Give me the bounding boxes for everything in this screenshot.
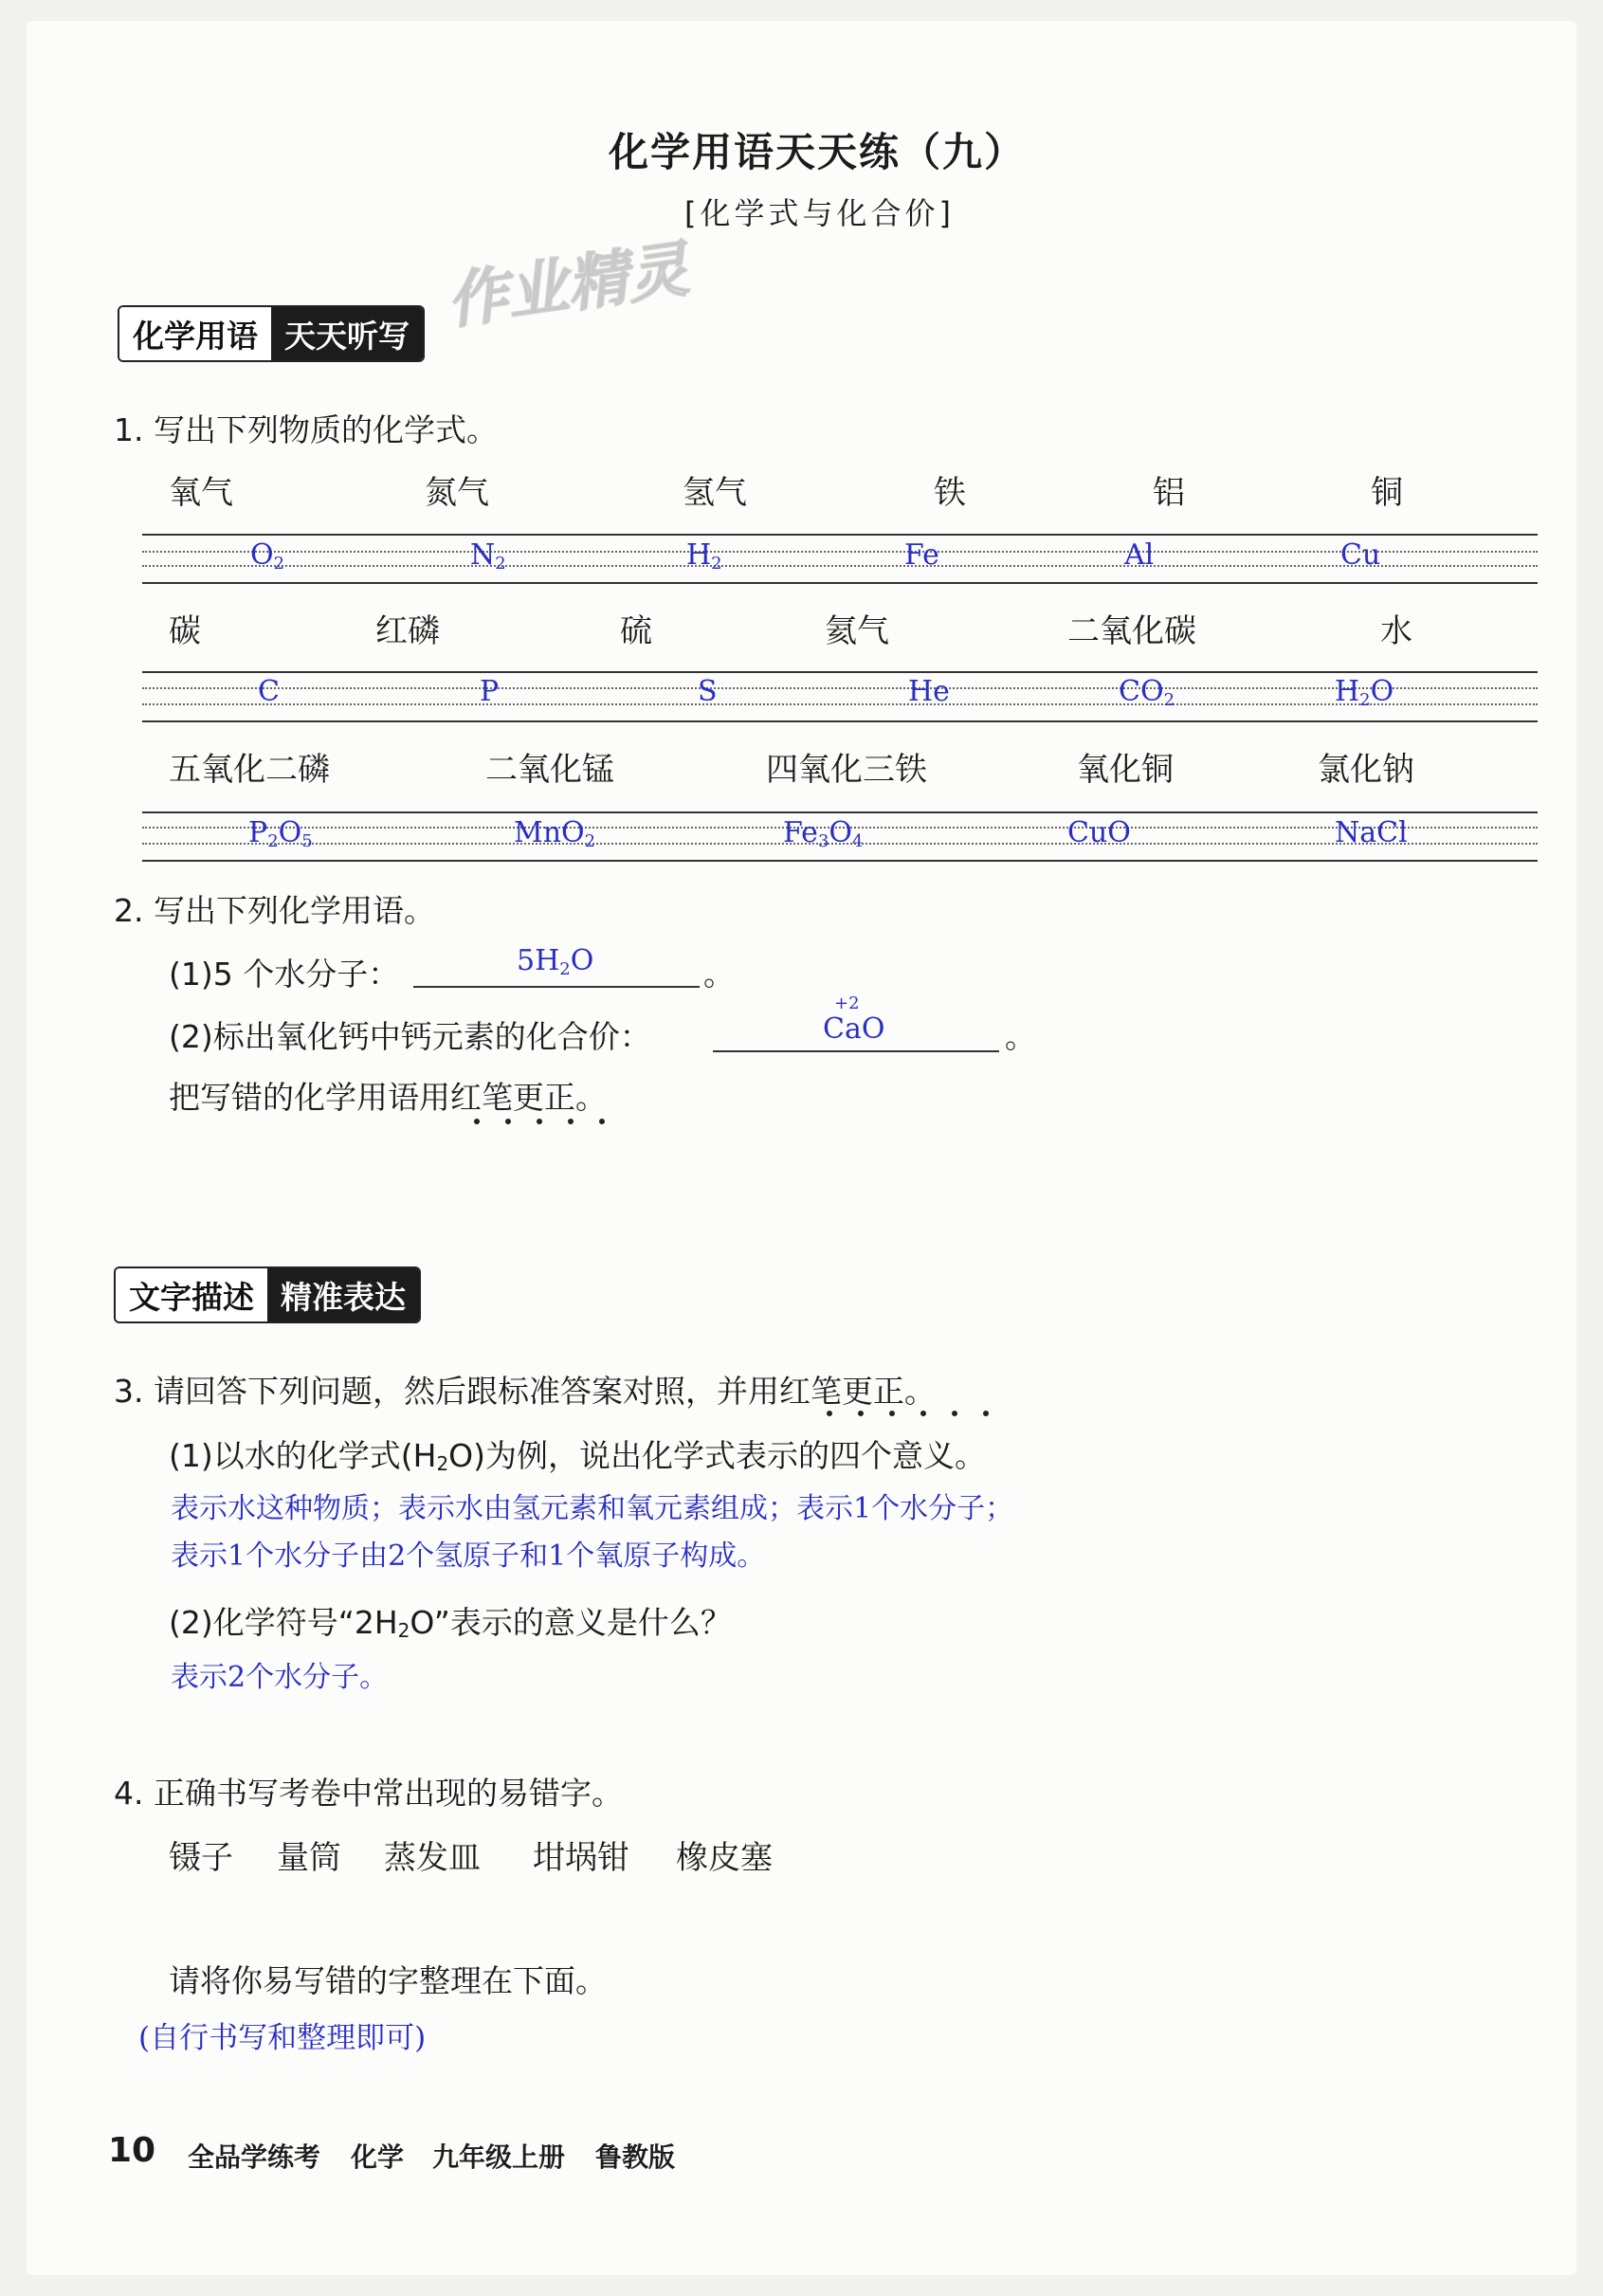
question-4-prompt: 4. 正确书写考卷中常出现的易错字。	[114, 1775, 623, 1812]
q2-correct-instruction: 把写错的化学用语用红笔更正。	[169, 1079, 607, 1116]
emphasis-dot	[920, 1411, 926, 1416]
answer-line-top	[142, 534, 1538, 536]
emphasis-dot	[505, 1119, 511, 1124]
substance-name: 氧化铜	[1077, 751, 1174, 789]
formula-answer: $H_2$	[686, 538, 722, 574]
page-subtitle: [化学式与化合价]	[684, 195, 955, 231]
section-header-chemistry-terms	[118, 305, 425, 362]
substance-name: 水	[1380, 612, 1412, 650]
formula-answer: Al	[1124, 538, 1155, 572]
section-label-right: 天天听写	[271, 307, 423, 360]
q2-part1: (1)5 个水分子：	[169, 956, 400, 993]
q3-part1-answer-line1: 表示水这种物质；表示水由氢元素和氧元素组成；表示1个水分子；	[171, 1492, 1014, 1525]
emphasis-dot	[537, 1119, 542, 1124]
q2-part1-end: 。	[703, 956, 735, 993]
formula-answer: $CO_2$	[1119, 675, 1175, 710]
substance-name: 碳	[169, 612, 201, 650]
formula-answer: $Fe_3O_4$	[783, 816, 864, 851]
formula-answer: Fe	[904, 538, 939, 572]
q2-part2-answer-line	[713, 1050, 999, 1052]
answer-line-dotted	[142, 551, 1538, 553]
emphasis-dot	[827, 1411, 832, 1416]
formula-answer: Cu	[1340, 538, 1381, 572]
substance-name: 氯化钠	[1318, 751, 1414, 789]
substance-name: 硫	[620, 612, 652, 650]
q4-answer: (自行书写和整理即可)	[138, 2021, 427, 2055]
tricky-word: 橡皮塞	[676, 1839, 773, 1877]
formula-answer: $P_2O_5$	[248, 816, 313, 851]
formula-answer: $O_2$	[250, 538, 285, 574]
substance-name: 铁	[934, 474, 966, 512]
tricky-word: 蒸发皿	[384, 1839, 481, 1877]
substance-name: 铝	[1153, 474, 1185, 512]
substance-name: 氢气	[683, 474, 747, 512]
emphasis-dot	[889, 1411, 895, 1416]
section-label-right: 精准表达	[267, 1268, 419, 1321]
tricky-word: 量筒	[277, 1839, 341, 1877]
answer-line-dotted	[142, 565, 1538, 567]
answer-line-dotted	[142, 687, 1538, 689]
formula-answer: NaCl	[1335, 816, 1408, 849]
section-label-left: 文字描述	[116, 1268, 267, 1321]
footer-book: 全品学练考	[188, 2141, 321, 2173]
emphasis-dot	[599, 1119, 605, 1124]
page-number: 10	[108, 2131, 156, 2170]
section-label-left: 化学用语	[119, 307, 271, 360]
substance-name: 氧气	[169, 474, 233, 512]
answer-line-dotted	[142, 703, 1538, 705]
footer-subject: 化学	[351, 2141, 405, 2173]
q2-part1-answer-line	[413, 986, 700, 988]
substance-name: 氮气	[425, 474, 489, 512]
footer-edition: 鲁教版	[595, 2141, 676, 2173]
substance-name: 四氧化三铁	[766, 751, 927, 789]
substance-name: 氦气	[825, 612, 889, 650]
q2-part2-end: 。	[1005, 1018, 1036, 1055]
q3-part2-answer: 表示2个水分子。	[171, 1661, 389, 1694]
question-3-prompt: 3. 请回答下列问题，然后跟标准答案对照，并用红笔更正。	[114, 1373, 936, 1410]
formula-answer: CuO	[1067, 816, 1131, 849]
emphasis-dot	[858, 1411, 864, 1416]
tricky-word: 坩埚钳	[533, 1839, 629, 1877]
section-header-text-description	[114, 1266, 421, 1323]
answer-line-bottom	[142, 860, 1538, 862]
q3-part1: (1)以水的化学式$(H_2O)$为例，说出化学式表示的四个意义。	[169, 1437, 987, 1475]
q2-part1-answer: $5H_2O$	[517, 944, 594, 979]
question-1-prompt: 1. 写出下列物质的化学式。	[114, 411, 498, 448]
watermark: 作业精灵	[442, 234, 693, 338]
q4-note: 请将你易写错的字整理在下面。	[169, 1962, 607, 1999]
answer-line-top	[142, 811, 1538, 813]
answer-line-top	[142, 671, 1538, 673]
answer-line-bottom	[142, 720, 1538, 722]
formula-answer: He	[908, 675, 950, 708]
formula-answer: $H_2O$	[1335, 675, 1394, 710]
answer-line-bottom	[142, 582, 1538, 584]
formula-answer: S	[698, 675, 718, 708]
emphasis-dot	[568, 1119, 574, 1124]
formula-answer: P	[480, 675, 500, 708]
question-2-prompt: 2. 写出下列化学用语。	[114, 892, 435, 929]
footer-grade: 九年级上册	[432, 2141, 566, 2173]
emphasis-dot	[474, 1119, 480, 1124]
substance-name: 二氧化碳	[1067, 612, 1196, 650]
q2-part2-answer: CaO	[823, 1012, 885, 1046]
tricky-word: 镊子	[169, 1839, 233, 1877]
formula-answer: MnO$_2$	[514, 816, 596, 851]
formula-answer: $N_2$	[470, 538, 506, 574]
q2-part2: (2)标出氧化钙中钙元素的化合价：	[169, 1018, 651, 1055]
emphasis-dot	[952, 1411, 957, 1416]
substance-name: 五氧化二磷	[169, 751, 330, 789]
substance-name: 红磷	[375, 612, 440, 650]
valence-label: +2	[834, 993, 860, 1013]
formula-answer: C	[258, 675, 280, 708]
q3-part1-answer-line2: 表示1个水分子由2个氢原子和1个氧原子构成。	[171, 1540, 766, 1573]
page-title: 化学用语天天练（九）	[609, 129, 1027, 175]
substance-name: 二氧化锰	[485, 751, 614, 789]
emphasis-dot	[983, 1411, 989, 1416]
substance-name: 铜	[1371, 474, 1403, 512]
q3-part2: (2)化学符号“$2H_2O$”表示的意义是什么？	[169, 1604, 732, 1642]
